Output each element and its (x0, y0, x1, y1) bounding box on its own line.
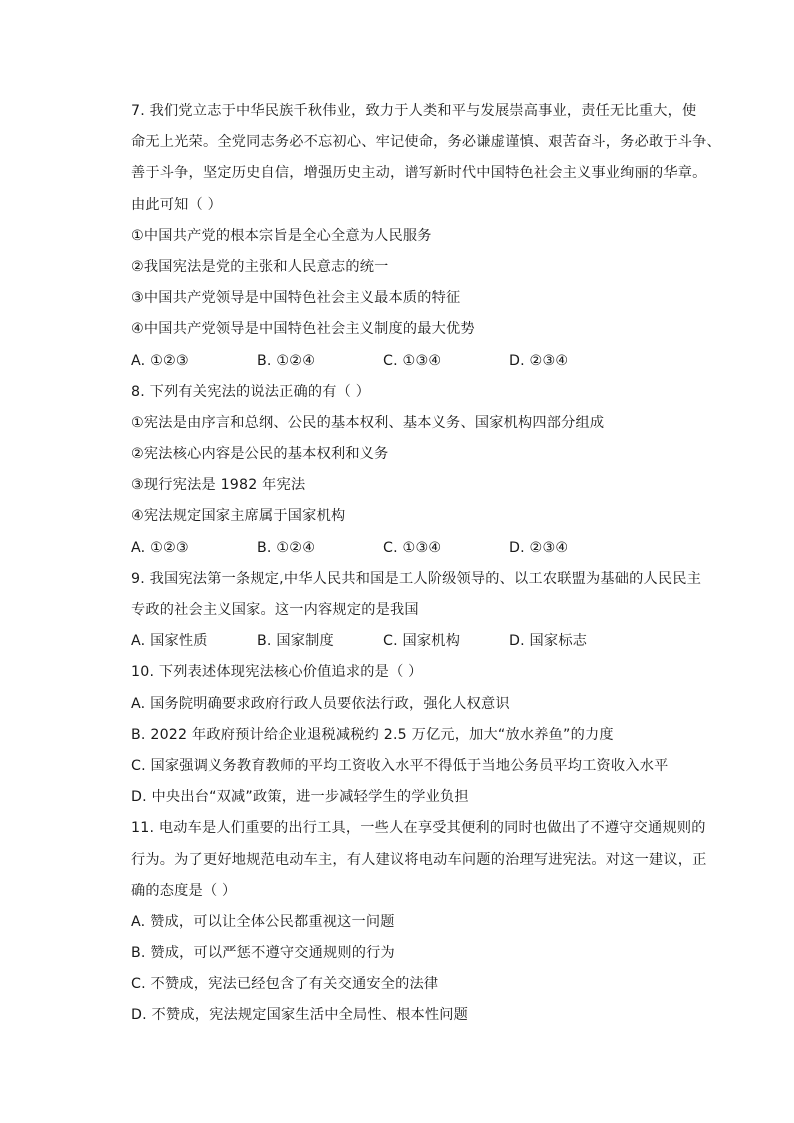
statement-item: ③中国共产党领导是中国特色社会主义最本质的特征 (131, 290, 461, 307)
option-a: A. 赞成，可以让全体公民都重视这一问题 (131, 913, 395, 930)
option-b: B. 国家制度 (257, 633, 334, 650)
question-stem-line: 由此可知（ ） (131, 196, 223, 213)
question-11 (131, 813, 707, 1031)
question-stem-line: 行为。为了更好地规范电动车主，有人建议将电动车问题的治理写进宪法。对这一建议，正 (131, 851, 707, 868)
answer-options (131, 533, 701, 564)
option-b: B. 2022 年政府预计给企业退税减税约 2.5 万亿元，加大“放水养鱼”的力度 (131, 726, 614, 743)
statement-item: ④中国共产党领导是中国特色社会主义制度的最大优势 (131, 321, 475, 338)
option-c: C. ①③④ (383, 352, 442, 369)
statement-item: ②宪法核心内容是公民的基本权利和义务 (131, 446, 389, 463)
statement-item: ③现行宪法是 1982 年宪法 (131, 477, 306, 494)
statement-item: ②我国宪法是党的主张和人民意志的统一 (131, 258, 389, 275)
option-b: B. 赞成，可以严惩不遵守交通规则的行为 (131, 945, 395, 962)
question-10 (131, 657, 701, 813)
option-d: D. 中央出台“双减”政策，进一步减轻学生的学业负担 (131, 789, 469, 806)
option-a: A. 国务院明确要求政府行政人员要依法行政，强化人权意识 (131, 695, 510, 712)
option-d: D. ②③④ (509, 539, 569, 556)
option-c: C. 国家强调义务教育教师的平均工资收入水平不得低于当地公务员平均工资收入水平 (131, 757, 669, 774)
question-9 (131, 564, 701, 658)
option-c: C. 国家机构 (383, 633, 461, 650)
answer-options (131, 346, 701, 377)
option-c: C. ①③④ (383, 539, 442, 556)
question-stem-line: 确的态度是（ ） (131, 882, 237, 899)
option-d: D. ②③④ (509, 352, 569, 369)
question-stem-line: 7. 我们党立志于中华民族千秋伟业，致力于人类和平与发展崇高事业，责任无比重大，使 (131, 103, 697, 119)
option-c: C. 不赞成，宪法已经包含了有关交通安全的法律 (131, 976, 439, 993)
question-stem-line: 9. 我国宪法第一条规定,中华人民共和国是工人阶级领导的、以工农联盟为基础的人民民主 (131, 570, 702, 587)
question-stem-line: 8. 下列有关宪法的说法正确的有（ ） (131, 383, 371, 400)
question-stem-line: 命无上光荣。全党同志务必不忘初心、牢记使命，务必谦虚谨慎、艰苦奋斗，务必敢于斗争、 (131, 134, 721, 151)
option-a: A. ①②③ (131, 539, 189, 556)
option-b: B. ①②④ (257, 539, 316, 556)
option-b: B. ①②④ (257, 352, 316, 369)
question-8 (131, 377, 701, 564)
statement-item: ①宪法是由序言和总纲、公民的基本权利、基本义务、国家机构四部分组成 (131, 414, 605, 431)
option-d: D. 不赞成，宪法规定国家生活中全局性、根本性问题 (131, 1007, 469, 1024)
question-stem-line: 善于斗争，坚定历史自信，增强历史主动，谱写新时代中国特色社会主义事业绚丽的华章。 (131, 165, 707, 182)
option-a: A. 国家性质 (131, 633, 208, 650)
answer-options (131, 626, 701, 657)
question-stem-line: 10. 下列表述体现宪法核心价值追求的是（ ） (131, 664, 423, 681)
question-stem-line: 11. 电动车是人们重要的出行工具，一些人在享受其便利的同时也做出了不遵守交通规则的 (131, 820, 706, 837)
option-a: A. ①②③ (131, 352, 189, 369)
option-d: D. 国家标志 (509, 633, 588, 650)
statement-item: ①中国共产党的根本宗旨是全心全意为人民服务 (131, 227, 432, 244)
question-list (131, 96, 721, 1032)
question-stem-line: 专政的社会主义国家。这一内容规定的是我国 (131, 602, 419, 618)
statement-item: ④宪法规定国家主席属于国家机构 (131, 508, 346, 525)
question-7 (131, 96, 721, 377)
